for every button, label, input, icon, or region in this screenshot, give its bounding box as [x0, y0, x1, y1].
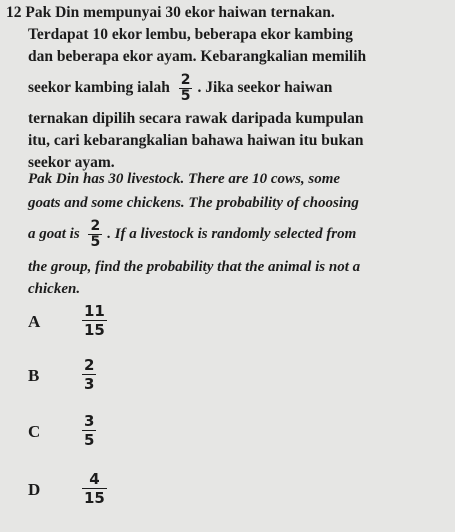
malay-line-1: Pak Din mempunyai 30 ekor haiwan ternakan. [25, 4, 335, 21]
english-line-1: Pak Din has 30 livestock. There are 10 cows, some [28, 171, 341, 187]
english-line-5: chicken. [28, 281, 81, 297]
malay-line-4a: seekor kambing ialah [28, 79, 170, 96]
malay-line-7: seekor ayam. [28, 154, 115, 171]
english-line-3a: a goat is [28, 226, 80, 242]
malay-line-5: ternakan dipilih secara rawak daripada kumpulan [28, 110, 364, 127]
malay-line-4b: . Jika seekor haiwan [197, 79, 333, 96]
option-letter: B [28, 366, 40, 385]
option-letter: A [28, 312, 41, 331]
option-fraction: 3 5 [84, 412, 95, 449]
english-line-2: goats and some chickens. The probability of choosing [28, 195, 359, 211]
option-letter: C [28, 422, 41, 441]
malay-fraction: $\frac{2}{5}$ [180, 71, 191, 104]
option-fraction: 4 15 [84, 470, 105, 507]
english-fraction: $\frac{2}{5}$ [90, 218, 101, 251]
english-line-4: the group, find the probability that the animal is not a [28, 259, 361, 275]
option-letter: D [28, 480, 41, 499]
question-number: 12 [6, 4, 22, 21]
option-fraction: 11 15 [84, 302, 105, 339]
malay-line-3: dan beberapa ekor ayam. Kebarangkalian memilih [28, 48, 367, 65]
option-fraction: 2 3 [84, 356, 95, 393]
malay-line-6: itu, cari kebarangkalian bahawa haiwan itu bukan [28, 132, 364, 149]
english-line-3b: . If a livestock is randomly selected from [107, 226, 357, 242]
malay-line-2: Terdapat 10 ekor lembu, beberapa ekor kambing [28, 26, 353, 43]
